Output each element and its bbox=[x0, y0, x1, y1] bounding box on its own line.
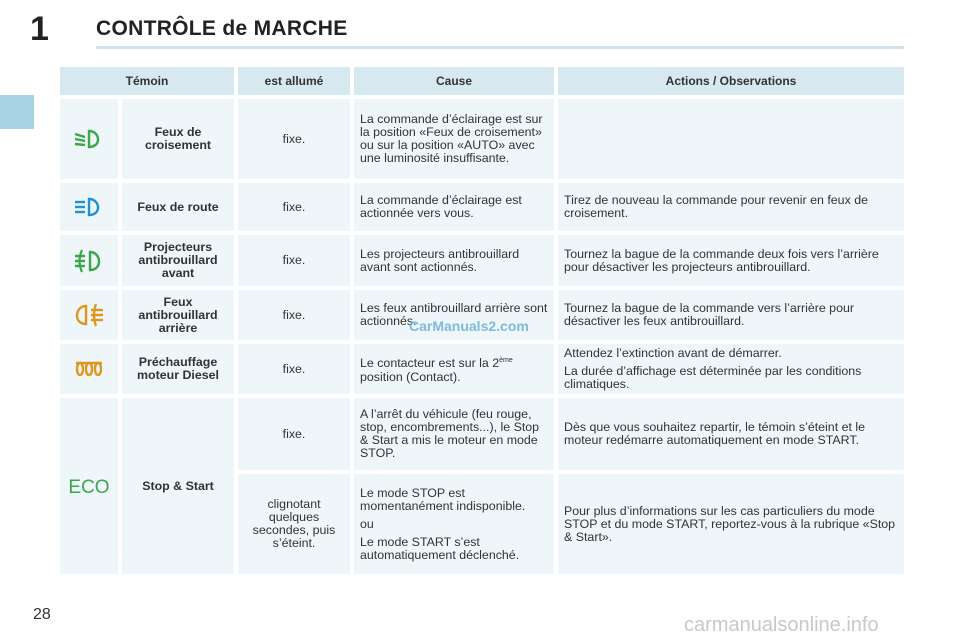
lamp-state: clignotant quelques secondes, puis s’éteint. bbox=[238, 474, 350, 574]
lamp-state: fixe. bbox=[238, 398, 350, 470]
lamp-cause bbox=[354, 183, 554, 231]
lamp-state: fixe. bbox=[238, 183, 350, 231]
lamp-name: Feux de route bbox=[122, 183, 234, 231]
header-cause: Cause bbox=[354, 67, 554, 95]
cause-text: Les feux antibrouillard arrière sont actionnés. bbox=[360, 301, 548, 328]
action-text: Pour plus d’informations sur les cas particuliers du mode STOP et du mode START, reportez-vous à la rubrique «Stop & Start». bbox=[564, 503, 896, 544]
lamp-cause bbox=[354, 99, 554, 179]
page-number: 28 bbox=[33, 606, 51, 623]
lamp-state: fixe. bbox=[238, 290, 350, 340]
table-header-row bbox=[60, 67, 904, 95]
title-rule bbox=[96, 46, 904, 49]
cause-text: Les projecteurs antibrouillard avant sont actionnés. bbox=[360, 246, 520, 274]
cause-text: La commande d’éclairage est sur la position «Feux de croisement» ou sur la position «AUTO» avec une luminosité insuffisante. bbox=[360, 112, 543, 165]
lamp-action bbox=[558, 99, 904, 179]
table-row bbox=[60, 344, 904, 394]
front-fog-lamp-icon bbox=[66, 248, 112, 274]
lamp-state: fixe. bbox=[238, 235, 350, 286]
low-beam-icon bbox=[66, 127, 112, 151]
action-text: La durée d’affichage est déterminée par les conditions climatiques. bbox=[564, 364, 862, 391]
icon-cell bbox=[60, 344, 118, 394]
lamp-action bbox=[558, 290, 904, 340]
lamp-cause bbox=[354, 474, 554, 574]
header-est-allume: est allumé bbox=[238, 67, 350, 95]
header-actions: Actions / Observations bbox=[558, 67, 904, 95]
lamp-state: fixe. bbox=[238, 99, 350, 179]
icon-cell bbox=[60, 235, 118, 286]
lamp-action bbox=[558, 344, 904, 394]
lamp-cause bbox=[354, 235, 554, 286]
lamp-cause bbox=[354, 398, 554, 470]
eco-label: ECO bbox=[68, 477, 110, 497]
table-row bbox=[60, 183, 904, 231]
cause-text: La commande d’éclairage est actionnée vers vous. bbox=[360, 193, 522, 220]
action-text: Tirez de nouveau la commande pour revenir en feux de croisement. bbox=[564, 193, 868, 220]
icon-cell bbox=[60, 398, 118, 574]
lamp-action bbox=[558, 398, 904, 470]
lamp-name: Feux de croisement bbox=[122, 99, 234, 179]
eco-icon bbox=[66, 475, 112, 497]
page-title: CONTRÔLE de MARCHE bbox=[96, 17, 348, 40]
lamp-cause bbox=[354, 344, 554, 394]
table-row bbox=[60, 99, 904, 179]
footer-watermark: carmanualsonline.info bbox=[684, 614, 879, 636]
icon-cell bbox=[60, 99, 118, 179]
action-text: Tournez la bague de la commande deux fois vers l’arrière pour désactiver les projecteurs antibrouillard. bbox=[564, 246, 879, 274]
cause-text: A l’arrêt du véhicule (feu rouge, stop, encombrements...), le Stop & Start a mis le moteur en mode STOP. bbox=[360, 407, 540, 460]
chapter-number: 1 bbox=[30, 10, 49, 48]
lamp-action bbox=[558, 235, 904, 286]
cause-prefix: Le contacteur est sur la 2 bbox=[360, 356, 500, 371]
action-text: Attendez l’extinction avant de démarrer. bbox=[564, 346, 782, 360]
rear-fog-lamp-icon bbox=[66, 302, 112, 328]
lamp-action bbox=[558, 474, 904, 574]
lamp-action bbox=[558, 183, 904, 231]
cause-text: ou bbox=[360, 516, 374, 531]
lamp-name: Feux antibrouillard arrière bbox=[122, 290, 234, 340]
cause-superscript: ème bbox=[499, 357, 513, 365]
action-text: Tournez la bague de la commande vers l’arrière pour désactiver les feux antibrouillard. bbox=[564, 301, 854, 328]
cause-text bbox=[360, 354, 548, 383]
header-temoin: Témoin bbox=[60, 67, 234, 95]
cause-text: Le mode START s’est automatiquement déclenché. bbox=[360, 534, 520, 562]
table-row bbox=[60, 235, 904, 286]
lamp-name: Projecteurs antibrouillard avant bbox=[122, 235, 234, 286]
watermark: CarManuals2.com bbox=[409, 318, 529, 334]
lamp-name: Préchauffage moteur Diesel bbox=[122, 344, 234, 394]
lamp-state: fixe. bbox=[238, 344, 350, 394]
icon-cell bbox=[60, 183, 118, 231]
lamp-name: Stop & Start bbox=[122, 398, 234, 574]
chapter-side-tab bbox=[0, 95, 34, 129]
cause-text: Le mode STOP est momentanément indisponible. bbox=[360, 485, 526, 513]
table-row bbox=[60, 398, 904, 470]
high-beam-icon bbox=[66, 195, 112, 219]
cause-suffix: position (Contact). bbox=[360, 369, 461, 384]
icon-cell bbox=[60, 290, 118, 340]
preheating-coil-icon bbox=[66, 357, 112, 381]
action-text: Dès que vous souhaitez repartir, le témoin s’éteint et le moteur redémarre automatiquement en mode START. bbox=[564, 420, 865, 447]
